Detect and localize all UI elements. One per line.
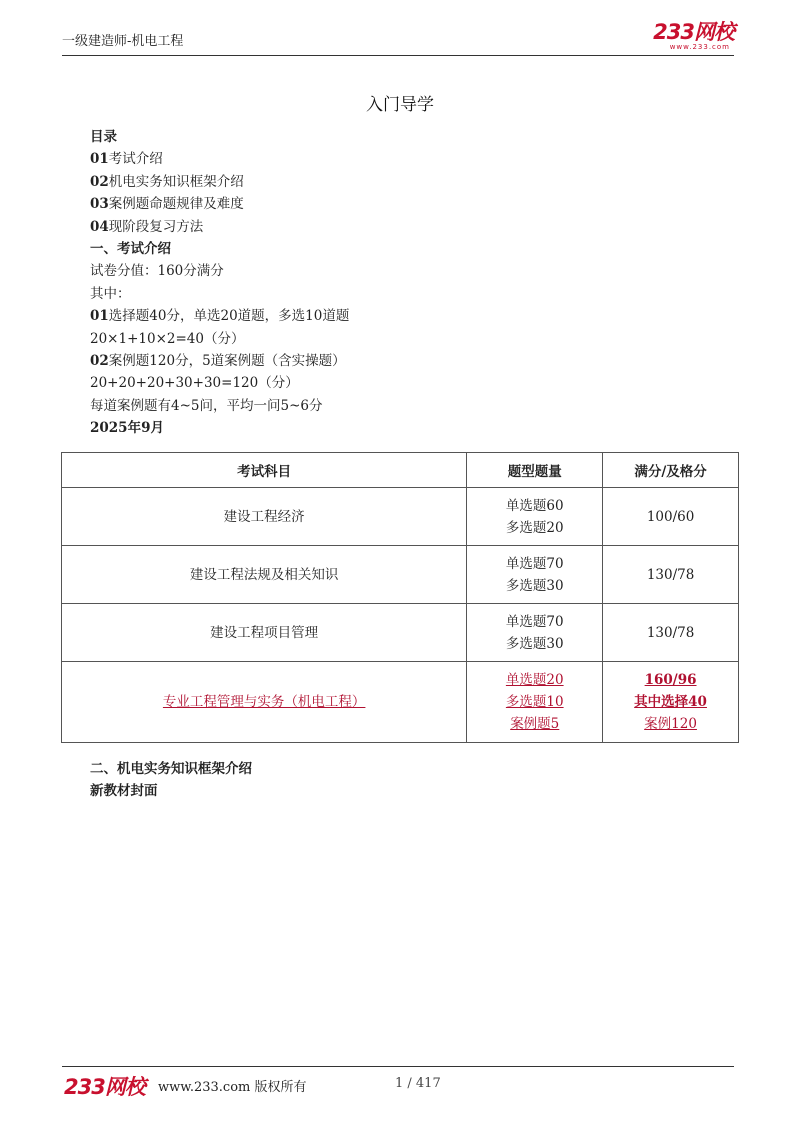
- score-link[interactable]: 案例120: [644, 716, 697, 732]
- brand-logo[interactable]: [653, 22, 734, 51]
- score-link[interactable]: 160/96: [644, 672, 697, 688]
- page-number: 1 / 417: [395, 1076, 441, 1091]
- question-type: 单选题70: [505, 555, 564, 572]
- question-type-link[interactable]: 多选题10: [505, 694, 564, 710]
- toc-item-num: 03: [90, 196, 109, 213]
- toc-item: [90, 193, 730, 215]
- score-cell: [603, 662, 739, 743]
- column-header: 考试科目: [62, 453, 467, 488]
- question-types-cell: [467, 662, 603, 743]
- section2: [90, 758, 252, 803]
- score-cell: 130/78: [603, 546, 739, 604]
- table-row: [62, 604, 739, 662]
- question-type: 多选题30: [505, 577, 564, 594]
- question-types-cell: [467, 488, 603, 546]
- toc-item-text: 机电实务知识框架介绍: [108, 173, 244, 190]
- logo-url: www.233.com: [669, 43, 730, 51]
- case-question-line: [90, 350, 730, 372]
- question-type: 单选题70: [505, 613, 564, 630]
- per-case-text: 每道案例题有4~5问，平均一问5~6分: [90, 397, 323, 414]
- toc-item-text: 案例题命题规律及难度: [108, 196, 244, 213]
- question-type-link[interactable]: 案例题5: [510, 716, 560, 732]
- choice-num: 01: [90, 308, 109, 325]
- toc-item: [90, 216, 730, 238]
- table-header-row: [62, 453, 739, 488]
- column-header: 题型题量: [467, 453, 603, 488]
- choice-question-line: [90, 305, 730, 327]
- subject-cell: 建设工程经济: [62, 488, 467, 546]
- exam-subjects-table: [61, 452, 739, 743]
- footer-copyright: www.233.com 版权所有: [158, 1080, 307, 1095]
- footer-logo[interactable]: 233网校: [64, 1075, 145, 1099]
- choice-text: 选择题40分，单选20道题，多选10道题: [108, 308, 350, 325]
- table-row-highlight: [62, 662, 739, 743]
- question-types-cell: [467, 604, 603, 662]
- toc-item-text: 现阶段复习方法: [108, 218, 204, 235]
- table-row: [62, 546, 739, 604]
- question-type: 多选题30: [505, 635, 564, 652]
- section2-heading: 二、机电实务知识框架介绍: [90, 761, 252, 777]
- question-type: 单选题60: [505, 497, 564, 514]
- score-cell: 100/60: [603, 488, 739, 546]
- subject-cell: 建设工程法规及相关知识: [62, 546, 467, 604]
- header-title: 一级建造师-机电工程: [62, 34, 184, 49]
- section2-subheading: 新教材封面: [90, 783, 158, 800]
- subject-cell: 建设工程项目管理: [62, 604, 467, 662]
- document-title: 入门导学: [366, 95, 434, 115]
- choice-formula: 20×1+10×2=40（分）: [90, 330, 245, 347]
- table-row: [62, 488, 739, 546]
- footer-divider: [62, 1066, 734, 1067]
- header-divider: [62, 55, 734, 56]
- subject-cell: [62, 662, 467, 743]
- toc-item-num: 01: [90, 151, 109, 168]
- toc-item-text: 考试介绍: [108, 151, 163, 168]
- exam-score-text: 试卷分值：160分满分: [90, 263, 224, 280]
- toc-item-num: 04: [90, 218, 109, 235]
- toc-item: [90, 148, 730, 170]
- question-types-cell: [467, 546, 603, 604]
- among-text: 其中：: [90, 285, 131, 302]
- score-cell: 130/78: [603, 604, 739, 662]
- document-body: [90, 126, 730, 440]
- date-text: 2025年9月: [90, 420, 164, 437]
- question-type: 多选题20: [505, 519, 564, 536]
- score-link[interactable]: 其中选择40: [634, 694, 707, 710]
- toc-item-num: 02: [90, 173, 109, 190]
- case-text: 案例题120分，5道案例题（含实操题）: [108, 353, 346, 370]
- section1-heading: 一、考试介绍: [90, 241, 171, 258]
- case-formula: 20+20+20+30+30=120（分）: [90, 375, 299, 392]
- subject-link[interactable]: 专业工程管理与实务（机电工程）: [162, 694, 366, 710]
- column-header: 满分/及格分: [603, 453, 739, 488]
- case-num: 02: [90, 353, 109, 370]
- toc-item: [90, 171, 730, 193]
- question-type-link[interactable]: 单选题20: [505, 672, 564, 688]
- logo-text: 233网校: [653, 20, 734, 44]
- toc-heading: 目录: [90, 129, 117, 145]
